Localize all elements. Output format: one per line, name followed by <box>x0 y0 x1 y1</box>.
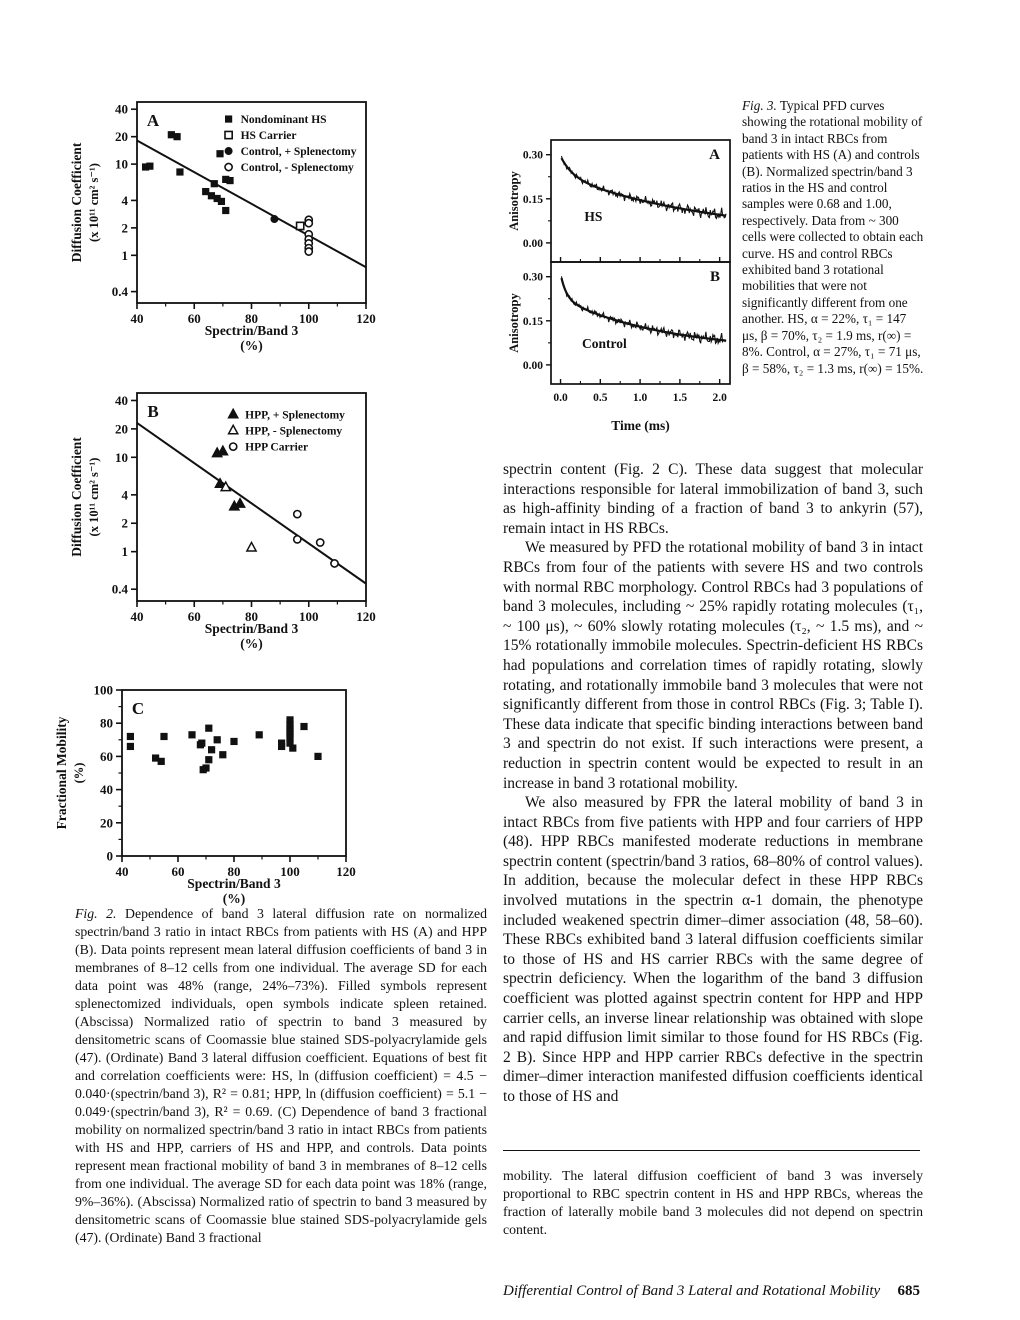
svg-text:Control, + Splenectomy: Control, + Splenectomy <box>240 146 357 159</box>
svg-text:40: 40 <box>115 864 129 879</box>
svg-text:60: 60 <box>171 864 185 879</box>
svg-text:1.0: 1.0 <box>632 392 648 404</box>
caption-continuation: mobility. The lateral diffusion coefficient of band 3 was inversely proportional to RBC spectrin content in HS and HPP RBCs, whereas the fraction of laterally mobile band 3 molecules did not depend on spectrin content. <box>503 1168 923 1237</box>
svg-text:(x 10¹¹ cm² s⁻¹): (x 10¹¹ cm² s⁻¹) <box>87 163 101 242</box>
svg-text:C: C <box>131 699 145 718</box>
svg-text:0.4: 0.4 <box>111 581 128 597</box>
fig2-panel-a-chart <box>65 94 380 359</box>
svg-text:60: 60 <box>100 748 113 764</box>
svg-text:20: 20 <box>115 129 128 145</box>
svg-text:0.4: 0.4 <box>111 284 128 300</box>
body-paragraph-1: spectrin content (Fig. 2 C). These data suggest that molecular interactions responsible for lateral immobilization of band 3, such as high-affinity binding of a fraction of band 3 to ankyrin (57), remain intact in HS RBCs. <box>503 461 923 537</box>
svg-text:2.0: 2.0 <box>712 392 727 404</box>
svg-text:HS: HS <box>584 208 603 224</box>
section-divider <box>503 1150 920 1151</box>
fig3-decay-chart <box>505 128 742 446</box>
svg-text:2: 2 <box>121 515 128 531</box>
fig3-svg <box>505 128 742 446</box>
svg-text:(%): (%) <box>240 636 263 651</box>
svg-text:Spectrin/Band 3: Spectrin/Band 3 <box>187 876 281 891</box>
svg-text:(%): (%) <box>222 891 246 906</box>
svg-text:HPP Carrier: HPP Carrier <box>245 441 309 454</box>
fig2-caption-text: Dependence of band 3 lateral diffusion rate on normalized spectrin/band 3 ratio in intact RBCs from patients with HS (A) and HPP (B). Data points represent mean lateral diffusion coefficients of band 3 in membranes of 8–12 cells from one individual. The average SD for each data point was 48% (range, 24%–73%). Filled symbols represent splenectomized individuals, open symbols indicate spleen retained. (Abscissa) Normalized ratio of spectrin to band 3 measured by densitometric scans of Coomassie blue stained SDS-polyacrylamide gels (47). (Ordinate) Band 3 lateral diffusion coefficient. Equations of best fit and correlation coefficients were: HS, ln (diffusion coefficient) = 4.5 − 0.040·(spectrin/band 3), R² = 0.81; HPP, ln (diffusion coefficient) = 5.1 − 0.049·(spectrin/band 3), R² = 0.69. (C) Dependence of band 3 fractional mobility on normalized spectrin/band 3 ratio in intact RBCs from patients with HS and HPP, carriers of HS and HPP, and controls. Data points represent mean fractional mobility of band 3 in membranes of 8–12 cells from one individual. The average SD for each data point was 18% (range, 9%–36%). (Abscissa) Normalized ratio of spectrin to band 3 measured by densitometric scans of Coomassie blue stained SDS-polyacrylamide gels (47). (Ordinate) Band 3 fractional <box>75 906 487 1245</box>
svg-text:0.15: 0.15 <box>522 193 543 206</box>
svg-text:0.00: 0.00 <box>522 359 543 372</box>
svg-text:Control, - Splenectomy: Control, - Splenectomy <box>240 162 354 175</box>
svg-text:100: 100 <box>93 682 113 698</box>
fig2-panel-b-chart <box>65 385 380 657</box>
body-paragraph-3: We also measured by FPR the lateral mobility of band 3 in intact RBCs from five patients with HPP and four carriers of HPP (48). HPP RBCs manifested moderate reductions in membrane spectrin content (spectrin/band 3 ratios, 68–80% of control values). In addition, because the molecular defect in these HPP RBCs involved mutations in the spectrin α-1 domain, the phenotype included weakened spectrin dimer–dimer association (48, 58–60). These RBCs exhibited band 3 lateral diffusion coefficients similar to those of HS and HS carrier RBCs with the same degree of spectrin deficiency. When the logarithm of the band 3 diffusion coefficient was plotted against spectrin content for HPP and HPP carrier cells, an inverse linear relationship was obtained with slope and rapid diffusion limit similar to those found for HS RBCs (Fig. 2 B). Since HPP and HPP carrier RBCs defective in the spectrin dimer–dimer interaction manifested diffusion coefficients identical to those of HS and <box>503 794 923 1105</box>
svg-text:Time (ms): Time (ms) <box>611 418 670 433</box>
svg-text:1: 1 <box>121 247 128 263</box>
svg-text:10: 10 <box>115 156 128 172</box>
fig3-caption <box>742 98 925 377</box>
svg-text:40: 40 <box>130 311 144 326</box>
svg-text:40: 40 <box>115 392 128 408</box>
fig3-caption-text: Typical PFD curves showing the rotational mobility of band 3 in intact RBCs from patients with HS (A) and controls (B). Normalized spectrin/band 3 ratios in the HS and control samples were 0.68 and 1.00, respectively. Data from ~ 300 cells were collected to obtain each curve. HS and control RBCs exhibited band 3 rotational mobilities that were not significantly different from one another. HS, α = 22%, τ₁ = 147 μs, β = 70%, τ₂ = 1.9 ms, r(∞) = 8%. Control, α = 27%, τ₁ = 71 μs, β = 58%, τ₂ = 1.3 ms, r(∞) = 15%. <box>742 98 924 376</box>
svg-text:80: 80 <box>245 311 258 326</box>
fig3-caption-label: Fig. 3. <box>742 98 777 113</box>
svg-text:Control: Control <box>582 335 627 351</box>
page-number: 685 <box>897 1283 920 1299</box>
fig2-panel-c-chart <box>50 682 360 912</box>
page-footer <box>503 1283 920 1300</box>
svg-text:0.30: 0.30 <box>522 271 543 284</box>
svg-text:Anisotropy: Anisotropy <box>507 293 521 353</box>
svg-text:0.30: 0.30 <box>522 149 543 162</box>
svg-text:4: 4 <box>121 487 128 503</box>
article-text-column <box>503 460 923 1107</box>
fig2b-svg <box>65 385 380 657</box>
svg-text:40: 40 <box>100 782 113 798</box>
svg-text:Diffusion Coefficient: Diffusion Coefficient <box>69 142 84 263</box>
fig2c-svg <box>50 682 360 912</box>
svg-text:60: 60 <box>187 609 201 624</box>
svg-text:80: 80 <box>227 864 241 879</box>
svg-text:80: 80 <box>245 609 258 624</box>
svg-text:4: 4 <box>121 192 128 208</box>
svg-text:A: A <box>709 147 720 163</box>
running-title: Differential Control of Band 3 Lateral and Rotational Mobility <box>503 1283 881 1299</box>
svg-text:0.00: 0.00 <box>522 237 543 250</box>
svg-text:120: 120 <box>356 311 376 326</box>
svg-text:0: 0 <box>106 848 113 864</box>
svg-text:Anisotropy: Anisotropy <box>507 171 521 231</box>
svg-text:10: 10 <box>115 449 128 465</box>
svg-text:100: 100 <box>299 609 319 624</box>
svg-text:1.5: 1.5 <box>672 392 688 404</box>
svg-text:HPP, + Splenectomy: HPP, + Splenectomy <box>245 409 345 422</box>
svg-text:20: 20 <box>115 421 128 437</box>
svg-text:60: 60 <box>187 311 201 326</box>
svg-text:Spectrin/Band 3: Spectrin/Band 3 <box>204 323 299 338</box>
svg-text:80: 80 <box>100 715 113 731</box>
svg-text:120: 120 <box>356 609 376 624</box>
svg-text:40: 40 <box>130 609 144 624</box>
svg-text:B: B <box>709 269 720 285</box>
fig2-caption <box>75 905 487 1247</box>
svg-text:Diffusion Coefficient: Diffusion Coefficient <box>69 437 84 557</box>
svg-text:(%): (%) <box>240 338 263 353</box>
svg-text:1: 1 <box>121 544 128 560</box>
svg-text:100: 100 <box>280 864 300 879</box>
svg-text:HPP, - Splenectomy: HPP, - Splenectomy <box>245 425 343 438</box>
svg-text:0.0: 0.0 <box>553 392 568 404</box>
svg-text:HS Carrier: HS Carrier <box>240 130 297 143</box>
svg-text:(x 10¹¹ cm² s⁻¹): (x 10¹¹ cm² s⁻¹) <box>87 457 101 537</box>
body-paragraph-2: We measured by PFD the rotational mobility of band 3 in intact RBCs from four of the patients with severe HS and two controls with normal RBC morphology. Control RBCs had 3 populations of band 3 molecules, including ~ 25% rapidly rotating molecules (τ₁, ~ 100 μs), ~ 60% slowly rotating molecules (τ₂, ~ 1.5 ms), and ~ 15% rotationally immobile molecules. Spectrin-deficient HS RBCs had populations and correlation times of rapidly rotating, slowly rotating, and rotationally immobile band 3 molecules that were not significantly different from those in control RBCs (Fig. 3; Table I). These data indicate that specific binding interactions between band 3 and spectrin do not exist. If such interactions were present, a reduction in spectrin content would be expected to result in an increase in band 3 rotational mobility. <box>503 539 923 792</box>
svg-text:Nondominant HS: Nondominant HS <box>240 114 327 127</box>
fig2-caption-label: Fig. 2. <box>75 906 117 921</box>
svg-text:0.5: 0.5 <box>593 392 608 404</box>
svg-text:A: A <box>146 111 160 130</box>
fig2a-svg <box>65 94 380 359</box>
svg-text:Fractional Mobility: Fractional Mobility <box>54 716 69 830</box>
svg-text:(%): (%) <box>72 762 86 784</box>
svg-text:Spectrin/Band 3: Spectrin/Band 3 <box>204 621 299 636</box>
svg-text:B: B <box>147 402 159 421</box>
svg-text:120: 120 <box>336 864 356 879</box>
svg-text:100: 100 <box>299 311 319 326</box>
svg-text:2: 2 <box>121 220 128 236</box>
svg-text:20: 20 <box>100 815 113 831</box>
svg-text:40: 40 <box>115 101 128 117</box>
svg-text:0.15: 0.15 <box>522 315 543 328</box>
